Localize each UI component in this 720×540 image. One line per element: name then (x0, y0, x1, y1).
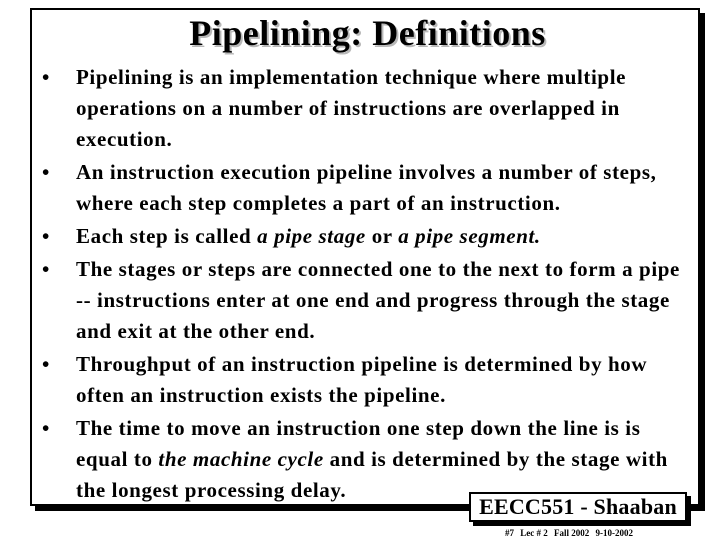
bullet-item (40, 254, 690, 347)
slide-footer (505, 528, 637, 538)
bullet-text: An instruction execution pipeline involves a number of steps, where each step completes a part of an instruction. (76, 160, 657, 215)
bullet-item (40, 62, 690, 155)
bullet-icon: • (42, 160, 50, 184)
bullet-text: Pipelining is an implementation technique where multiple operations on a number of instructions are overlapped in execution. (76, 65, 627, 151)
bullet-text: The time to move an instruction one step down the line is is equal to (76, 416, 641, 471)
date-label: 9-10-2002 (595, 528, 633, 538)
bullet-emphasis: the machine cycle (158, 447, 324, 471)
lecture-number: Lec # 2 (520, 528, 548, 538)
bullet-icon: • (42, 416, 50, 440)
bullet-icon: • (42, 257, 50, 281)
bullet-emphasis: a pipe segment. (398, 224, 541, 248)
bullet-item (40, 349, 690, 411)
slide-number: #7 (505, 528, 514, 538)
bullet-list (40, 62, 690, 508)
slide-title: Pipelining: Definitions (189, 13, 546, 53)
bullet-text: Each step is called (76, 224, 258, 248)
bullet-text: and is determined by the stage with the longest processing delay. (76, 447, 668, 502)
bullet-icon: • (42, 352, 50, 376)
term-label: Fall 2002 (554, 528, 590, 538)
bullet-text: The stages or steps are connected one to the next to form a pipe -- instructions enter at one end and progress through the stage and exit at the other end. (76, 257, 680, 343)
bullet-item (40, 157, 690, 219)
bullet-icon: • (42, 224, 50, 248)
bullet-text: Throughput of an instruction pipeline is determined by how often an instruction exists the pipeline. (76, 352, 648, 407)
bullet-emphasis: a pipe stage (257, 224, 366, 248)
bullet-item (40, 221, 690, 252)
course-badge: EECC551 - Shaaban (469, 492, 687, 522)
bullet-text: or (365, 224, 399, 248)
bullet-icon: • (42, 65, 50, 89)
